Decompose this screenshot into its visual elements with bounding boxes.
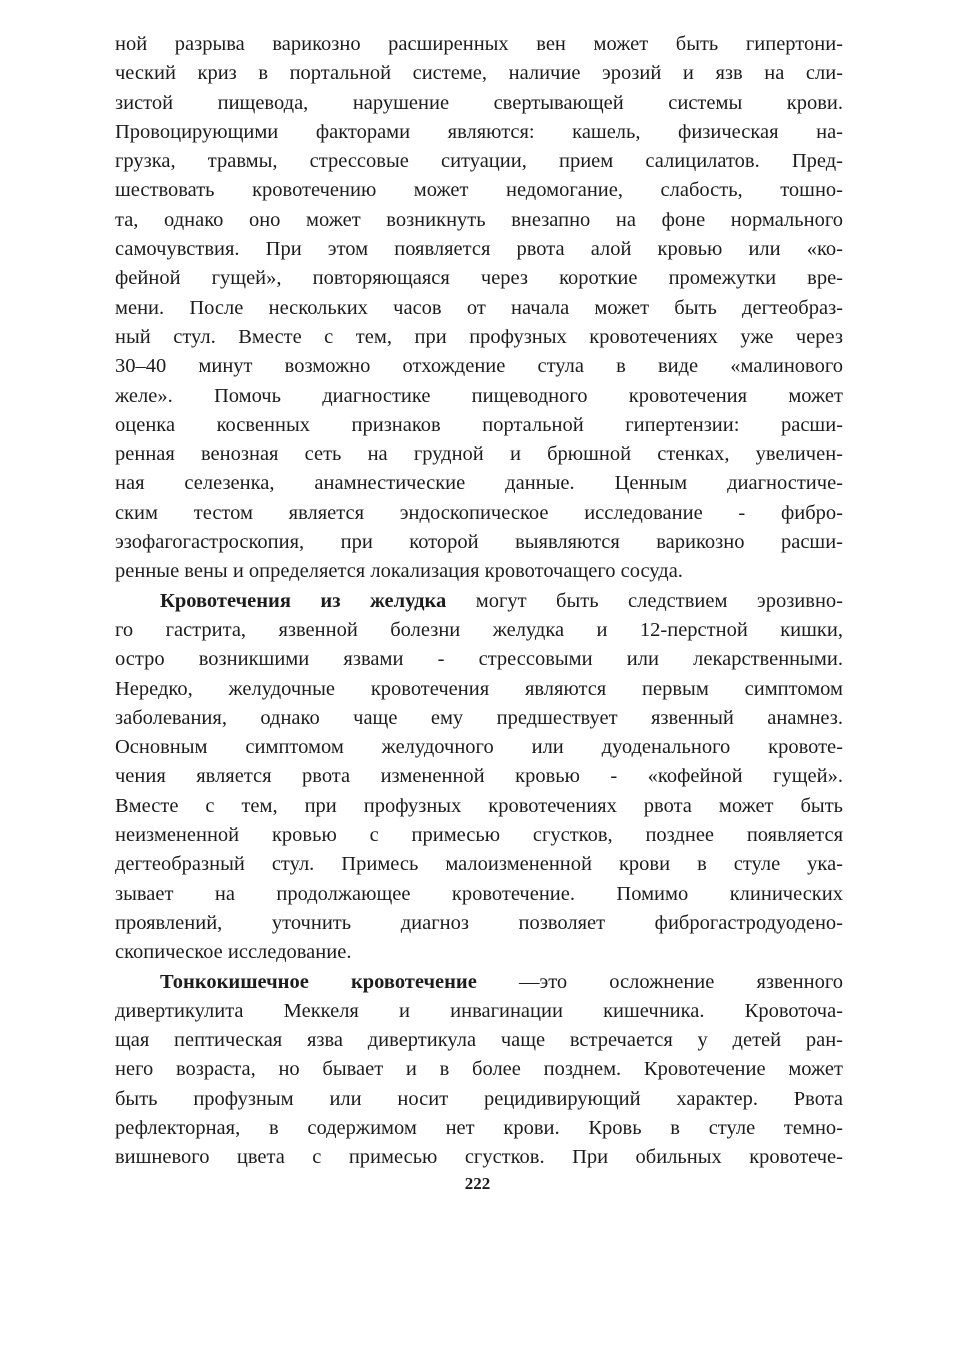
- text-line: Провоцирующими факторами являются: кашель, физическая на-: [115, 120, 843, 143]
- text-run: —это осложнение язвенного: [476, 970, 843, 993]
- text-line: та, однако оно может возникнуть внезапно на фоне нормального: [115, 208, 843, 231]
- text-line: ной разрыва варикозно расширенных вен может быть гипертони-: [115, 33, 843, 55]
- text-line: ный стул. Вместе с тем, при профузных кровотечениях уже через: [115, 325, 843, 348]
- text-line: скопическое исследование.: [115, 941, 352, 964]
- text-line: остро возникшими язвами - стрессовыми или лекарственными.: [115, 648, 843, 671]
- section-heading: Кровотечения из желудка: [160, 589, 447, 612]
- text-line: чения является рвота измененной кровью - «кофейной гущей».: [115, 765, 843, 788]
- text-line: щая пептическая язва дивертикула чаще встречается у детей ран-: [115, 1029, 843, 1052]
- body-text: [115, 30, 843, 1173]
- text-line: дегтеобразный стул. Примесь малоизмененной крови в стуле ука-: [115, 853, 843, 876]
- text-line: Нередко, желудочные кровотечения являются первым симптомом: [115, 677, 843, 700]
- text-line: го гастрита, язвенной болезни желудка и 12-перстной кишки,: [115, 618, 843, 641]
- text-line: фейной гущей», повторяющаяся через короткие промежутки вре-: [115, 267, 843, 290]
- text-line: дивертикулита Меккеля и инвагинации кишечника. Кровоточа-: [115, 999, 843, 1022]
- text-line: ским тестом является эндоскопическое исследование - фибро-: [115, 501, 843, 524]
- section-heading: Тонкокишечное кровотечение: [160, 970, 477, 993]
- paragraph-first-line: [115, 587, 843, 616]
- text-line: грузка, травмы, стрессовые ситуации, прием салицилатов. Пред-: [115, 150, 843, 173]
- text-line: заболевания, однако чаще ему предшествует язвенный анамнез.: [115, 706, 843, 729]
- text-line: Основным симптомом желудочного или дуоденального кровоте-: [115, 736, 843, 759]
- text-line: зистой пищевода, нарушение свертывающей системы крови.: [115, 91, 843, 114]
- text-line: ческий криз в портальной системе, наличие эрозий и язв на сли-: [115, 62, 843, 85]
- text-line: него возраста, но бывает и в более позднем. Кровотечение может: [115, 1058, 843, 1081]
- text-line: ренные вены и определяется локализация кровоточащего сосуда.: [115, 560, 683, 583]
- text-line: 30–40 минут возможно отхождение стула в виде «малинового: [115, 355, 843, 378]
- page-number: 222: [464, 1174, 491, 1193]
- text-line: зывает на продолжающее кровотечение. Помимо клинических: [115, 882, 843, 905]
- text-line: эзофагогастроскопия, при которой выявляются варикозно расши-: [115, 531, 843, 554]
- text-line: Вместе с тем, при профузных кровотечениях рвота может быть: [115, 794, 843, 817]
- text-line: самочувствия. При этом появляется рвота алой кровью или «ко-: [115, 238, 843, 261]
- text-line: желе». Помочь диагностике пищеводного кровотечения может: [115, 384, 843, 407]
- text-line: ренная венозная сеть на грудной и брюшной стенках, увеличен-: [115, 443, 843, 466]
- text-line: вишневого цвета с примесью сгустков. При обильных кровотече-: [115, 1146, 843, 1169]
- text-run: могут быть следствием эрозивно-: [446, 589, 843, 612]
- text-line: неизмененной кровью с примесью сгустков, позднее появляется: [115, 824, 843, 847]
- text-line: рефлекторная, в содержимом нет крови. Кровь в стуле темно-: [115, 1116, 843, 1139]
- text-line: ная селезенка, анамнестические данные. Ценным диагностиче-: [115, 472, 843, 495]
- paragraph-first-line: [115, 968, 843, 997]
- text-line: быть профузным или носит рецидивирующий характер. Рвота: [115, 1087, 843, 1110]
- text-line: оценка косвенных признаков портальной гипертензии: расши-: [115, 413, 843, 436]
- text-line: проявлений, уточнить диагноз позволяет фиброгастродуодено-: [115, 911, 843, 934]
- text-line: шествовать кровотечению может недомогание, слабость, тошно-: [115, 179, 843, 202]
- text-line: мени. После нескольких часов от начала может быть дегтеобраз-: [115, 296, 843, 319]
